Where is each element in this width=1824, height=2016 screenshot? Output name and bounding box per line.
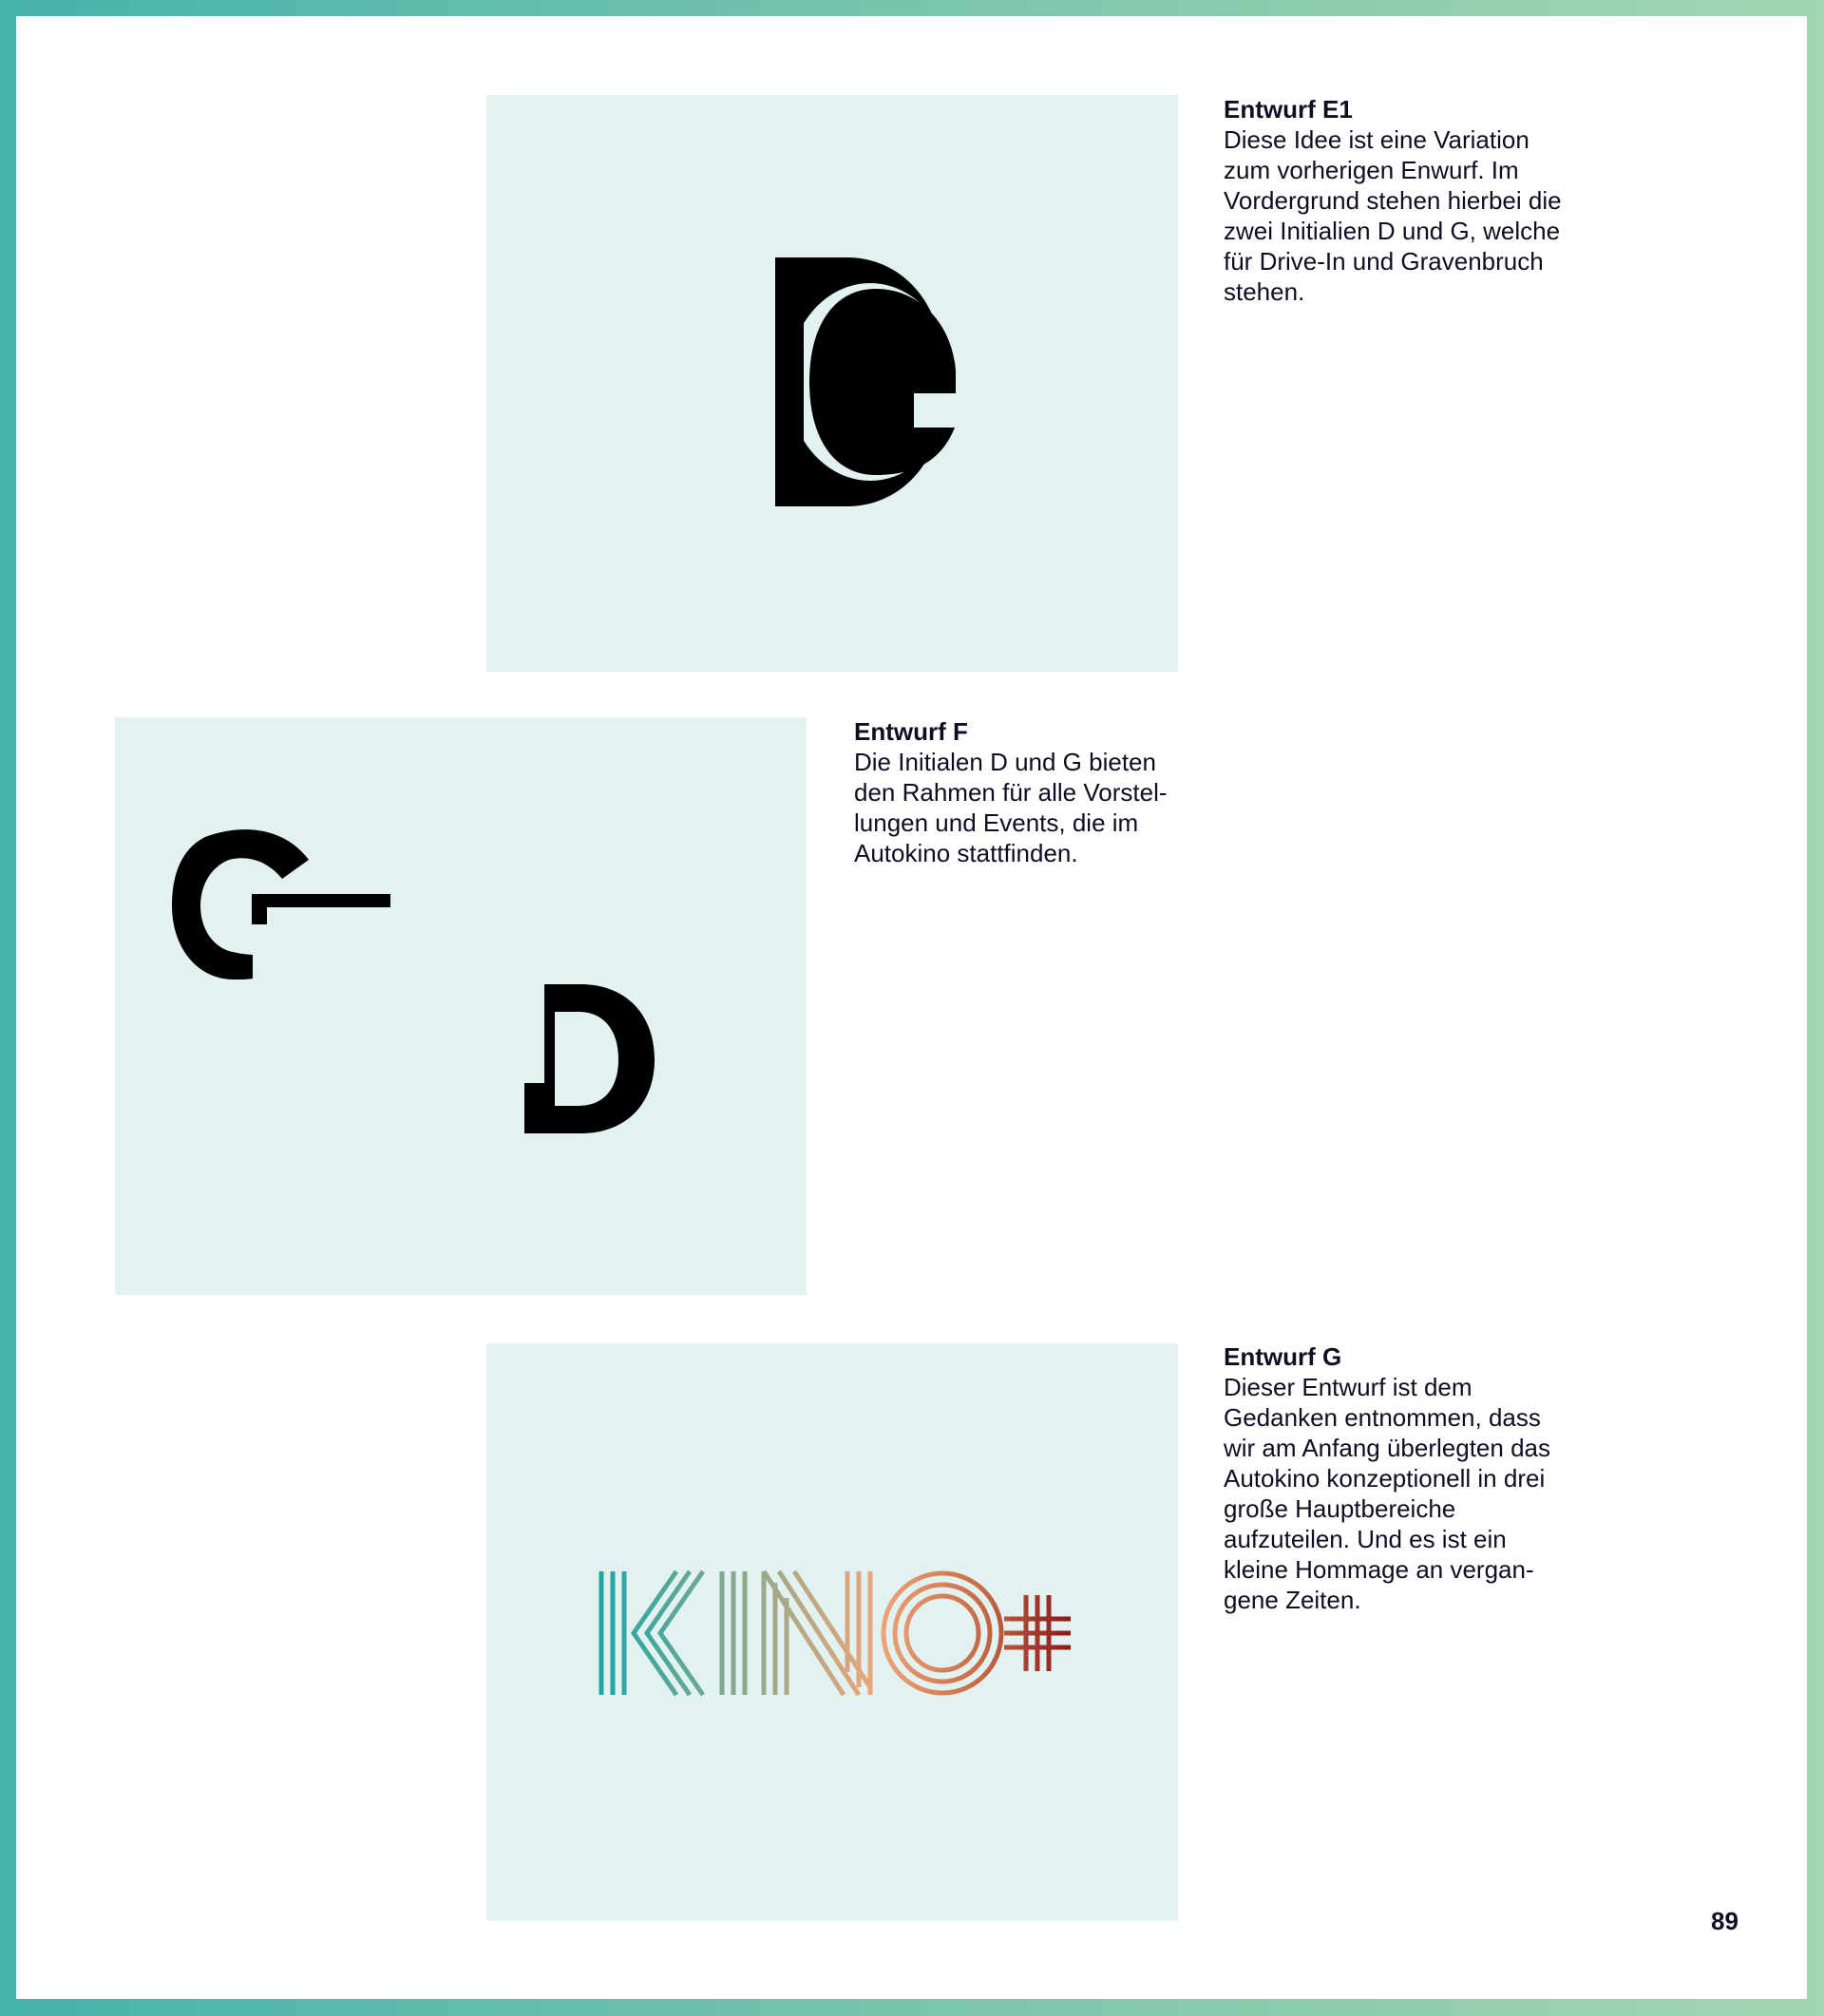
design-g-title: Entwurf G: [1224, 1342, 1342, 1371]
design-e1-title: Entwurf E1: [1224, 95, 1353, 124]
page-number: 89: [1711, 1907, 1738, 1935]
design-f-caption: [854, 716, 1196, 868]
design-f-text: Die Initialen D und G bieten den Rahmen für alle Vorstel-lungen und Events, die im Autokino stattfinden.: [854, 748, 1168, 867]
kino-lines-logo: [486, 1343, 1178, 1921]
design-e1-caption: [1224, 94, 1566, 307]
dg-monogram-logo: [486, 95, 1178, 672]
design-f-panel: [115, 717, 807, 1295]
page: [16, 16, 1807, 1999]
design-f-title: Entwurf F: [854, 717, 968, 746]
design-g-text: Dieser Entwurf ist dem Gedanken entnommen, dass wir am Anfang überlegten das Autokino konzeptionell in drei große Hauptbereiche aufzuteilen. Und es ist ein kleine Hommage an vergan-gene Zeiten.: [1224, 1373, 1550, 1614]
g-d-split-logo: [115, 717, 807, 1295]
design-e1-panel: [486, 95, 1178, 672]
design-g-caption: [1224, 1341, 1566, 1615]
design-e1-text: Diese Idee ist eine Variation zum vorherigen Enwurf. Im Vordergrund stehen hierbei die zwei Initialien D und G, welche für Drive-In und Gravenbruch stehen.: [1224, 125, 1562, 306]
design-g-panel: [486, 1343, 1178, 1921]
